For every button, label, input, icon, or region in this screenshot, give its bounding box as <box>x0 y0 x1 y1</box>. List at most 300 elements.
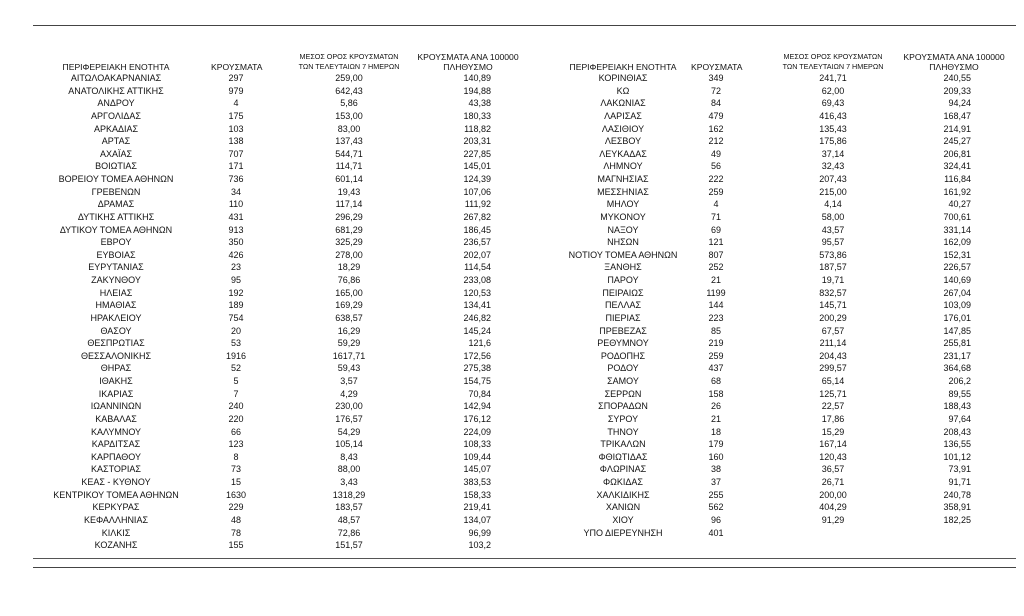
table-row <box>533 186 1016 199</box>
region-name-cell: ΔΥΤΙΚΗΣ ΑΤΤΙΚΗΣ <box>77 211 155 222</box>
weekly-average-cell: 135,43 <box>819 123 847 134</box>
cases-cell: 144 <box>708 300 724 311</box>
table-row <box>533 160 1016 173</box>
cases-cell: 8 <box>233 451 239 462</box>
cases-per-100k-cell: 231,17 <box>943 350 971 361</box>
cases-cell: 48 <box>230 514 241 525</box>
cases-cell: 4 <box>233 98 239 109</box>
cases-cell: 53 <box>230 338 241 349</box>
table-row <box>533 224 1016 237</box>
weekly-average-cell: 43,57 <box>821 224 845 235</box>
region-name-cell: ΚΟΖΑΝΗΣ <box>94 540 138 551</box>
cases-per-100k-cell: 140,89 <box>463 73 491 83</box>
table-row <box>33 375 529 388</box>
cases-cell: 259 <box>708 186 724 197</box>
cases-per-100k-cell: 219,41 <box>463 502 491 513</box>
table-row <box>33 501 529 514</box>
header-per-line2: ΠΛΗΘΥΣΜΟ <box>443 62 493 72</box>
region-name-cell: ΠΑΡΟΥ <box>607 275 639 285</box>
cases-per-100k-cell: 73,91 <box>948 464 971 475</box>
cases-per-100k-cell: 324,41 <box>943 161 971 172</box>
weekly-average-cell: 573,86 <box>819 249 847 260</box>
cases-cell: 426 <box>228 249 244 260</box>
region-name-cell: ΣΠΟΡΑΔΩΝ <box>598 401 648 412</box>
region-name-cell: ΛΑΣΙΘΙΟΥ <box>601 123 645 134</box>
cases-per-100k-cell: 94,24 <box>948 98 971 109</box>
cases-per-100k-cell: 96,99 <box>468 527 491 538</box>
table-row <box>533 123 1016 136</box>
weekly-average-cell: 176,57 <box>335 413 363 424</box>
table-row <box>33 489 529 502</box>
weekly-average-cell: 65,14 <box>821 376 845 386</box>
cases-per-100k-cell: 103,09 <box>943 300 971 311</box>
cases-cell: 431 <box>228 211 244 222</box>
cases-cell: 255 <box>708 489 724 500</box>
cases-per-100k-cell: 40,27 <box>948 199 971 210</box>
cases-per-100k-cell: 101,12 <box>943 451 971 462</box>
weekly-average-cell: 200,29 <box>819 312 847 323</box>
cases-cell: 155 <box>228 540 244 551</box>
cases-cell: 913 <box>228 224 244 235</box>
cases-cell: 37 <box>710 477 721 487</box>
region-name-cell: ΛΕΥΚΑΔΑΣ <box>599 148 647 159</box>
cases-per-100k-cell: 124,39 <box>463 174 491 184</box>
table-row <box>33 388 529 401</box>
weekly-average-cell: 19,71 <box>821 275 845 285</box>
header-weekly-average <box>283 52 415 72</box>
weekly-average-cell: 296,29 <box>335 211 363 222</box>
region-name-cell: ΑΝΔΡΟΥ <box>97 98 135 109</box>
header-region: ΠΕΡΙΦΕΡΕΙΑΚΗ ΕΝΟΤΗΤΑ <box>62 62 170 72</box>
cases-cell: 23 <box>230 262 241 273</box>
weekly-average-cell: 175,86 <box>819 136 847 147</box>
bottom-rule <box>33 558 1016 559</box>
region-name-cell: ΧΑΛΚΙΔΙΚΗΣ <box>596 489 650 500</box>
cases-per-100k-cell: 103,2 <box>468 540 491 551</box>
cases-per-100k-cell: 111,92 <box>464 199 491 210</box>
cases-per-100k-cell: 89,55 <box>948 388 971 399</box>
table-row <box>533 400 1016 413</box>
table-row <box>33 400 529 413</box>
table-body-left <box>33 72 529 552</box>
region-name-cell: ΚΑΛΥΜΝΟΥ <box>90 426 142 437</box>
weekly-average-cell: 72,86 <box>337 527 361 538</box>
weekly-average-cell: 169,29 <box>335 300 363 311</box>
table-row <box>33 148 529 161</box>
weekly-average-cell: 17,86 <box>821 413 845 424</box>
cases-cell: 78 <box>230 527 241 538</box>
table-row <box>533 312 1016 325</box>
table-row <box>33 299 529 312</box>
weekly-average-cell: 151,57 <box>335 540 363 551</box>
region-name-cell: ΧΑΝΙΩΝ <box>605 502 641 513</box>
cases-cell: 138 <box>228 136 244 147</box>
cases-cell: 240 <box>228 401 244 412</box>
cases-cell: 72 <box>710 85 721 96</box>
cases-per-100k-cell: 186,45 <box>463 224 491 235</box>
cases-cell: 171 <box>228 161 244 172</box>
cases-cell: 807 <box>708 249 724 260</box>
weekly-average-cell: 4,14 <box>824 199 842 210</box>
table-row <box>33 527 529 540</box>
region-name-cell: ΘΕΣΣΑΛΟΝΙΚΗΣ <box>80 350 152 361</box>
weekly-average-cell: 4,29 <box>340 388 358 399</box>
table-row <box>533 135 1016 148</box>
table-row <box>533 451 1016 464</box>
cases-per-100k-cell: 180,33 <box>463 110 491 121</box>
cases-cell: 18 <box>710 426 721 437</box>
cases-cell: 350 <box>228 237 244 248</box>
cases-cell: 85 <box>710 325 721 336</box>
region-name-cell: ΚΟΡΙΝΘΙΑΣ <box>598 73 648 83</box>
cases-cell: 754 <box>228 312 244 323</box>
table-row <box>533 362 1016 375</box>
table-row <box>533 426 1016 439</box>
table-row <box>533 236 1016 249</box>
header-per-line1: ΚΡΟΥΣΜΑΤΑ ΑΝΑ 100000 <box>417 52 519 62</box>
cases-per-100k-cell: 162,09 <box>943 237 971 248</box>
cases-per-100k-cell: 161,92 <box>943 186 971 197</box>
table-row <box>33 337 529 350</box>
table-row <box>33 261 529 274</box>
cases-cell: 121 <box>708 237 724 248</box>
region-name-cell: ΝΗΣΩΝ <box>607 237 639 248</box>
region-name-cell: ΚΕΑΣ - ΚΥΘΝΟΥ <box>81 477 151 487</box>
cases-cell: 229 <box>228 502 244 513</box>
table-row <box>533 476 1016 489</box>
table-row <box>33 350 529 363</box>
table-row <box>533 198 1016 211</box>
cases-cell: 349 <box>708 73 724 83</box>
region-name-cell: ΒΟΡΕΙΟΥ ΤΟΜΕΑ ΑΘΗΝΩΝ <box>58 174 174 184</box>
cases-cell: 212 <box>708 136 724 147</box>
cases-per-100k-cell: 245,27 <box>943 136 971 147</box>
cases-per-100k-cell: 136,55 <box>943 439 971 450</box>
region-name-cell: ΣΕΡΡΩΝ <box>604 388 642 399</box>
cases-per-100k-cell: 194,88 <box>463 85 491 96</box>
weekly-average-cell: 1617,71 <box>332 350 366 361</box>
table-row <box>33 173 529 186</box>
cases-per-100k-cell: 182,25 <box>943 514 971 525</box>
region-name-cell: ΝΟΤΙΟΥ ΤΟΜΕΑ ΑΘΗΝΩΝ <box>568 249 678 260</box>
weekly-average-cell: 59,29 <box>337 338 361 349</box>
region-name-cell: ΙΩΑΝΝΙΝΩΝ <box>90 401 142 412</box>
region-name-cell: ΣΥΡΟΥ <box>607 413 639 424</box>
cases-cell: 437 <box>708 363 724 374</box>
cases-cell: 189 <box>228 300 244 311</box>
cases-cell: 1199 <box>706 287 726 298</box>
region-name-cell: ΘΗΡΑΣ <box>100 363 132 374</box>
cases-per-100k-cell: 109,44 <box>463 451 491 462</box>
weekly-average-cell: 15,29 <box>821 426 845 437</box>
weekly-average-cell: 16,29 <box>337 325 361 336</box>
region-name-cell: ΛΑΚΩΝΙΑΣ <box>600 98 646 109</box>
table-row <box>533 514 1016 527</box>
table-row <box>33 135 529 148</box>
cases-per-100k-cell: 142,94 <box>463 401 491 412</box>
weekly-average-cell: 642,43 <box>335 85 363 96</box>
cases-cell: 179 <box>708 439 724 450</box>
table-row <box>33 325 529 338</box>
cases-cell: 479 <box>708 110 724 121</box>
cases-per-100k-cell: 233,08 <box>463 275 491 285</box>
weekly-average-cell: 117,14 <box>335 199 363 210</box>
cases-per-100k-cell: 267,04 <box>943 287 971 298</box>
cases-cell: 15 <box>230 477 241 487</box>
table-row <box>33 274 529 287</box>
weekly-average-cell: 62,00 <box>821 85 845 96</box>
cases-cell: 160 <box>708 451 724 462</box>
cases-cell: 401 <box>708 527 724 538</box>
cases-per-100k-cell: 158,33 <box>463 489 491 500</box>
header-per-line2: ΠΛΗΘΥΣΜΟ <box>929 62 979 72</box>
weekly-average-cell: 137,43 <box>335 136 363 147</box>
region-name-cell: ΚΑΒΑΛΑΣ <box>95 413 137 424</box>
weekly-average-cell: 167,14 <box>819 439 847 450</box>
table-row <box>33 85 529 98</box>
region-name-cell: ΖΑΚΥΝΘΟΥ <box>91 275 141 285</box>
cases-cell: 69 <box>710 224 721 235</box>
weekly-average-cell: 832,57 <box>819 287 847 298</box>
cases-per-100k-cell: 116,84 <box>944 174 971 184</box>
cases-per-100k-cell: 176,01 <box>943 312 971 323</box>
weekly-average-cell: 681,29 <box>335 224 363 235</box>
weekly-average-cell: 5,86 <box>340 98 358 109</box>
cases-per-100k-cell: 202,07 <box>463 249 491 260</box>
table-row <box>533 261 1016 274</box>
table-row <box>533 375 1016 388</box>
weekly-average-cell: 69,43 <box>821 98 845 109</box>
table-row <box>33 72 529 85</box>
region-name-cell: ΗΛΕΙΑΣ <box>99 287 133 298</box>
table-row <box>33 438 529 451</box>
region-name-cell: ΚΕΝΤΡΙΚΟΥ ΤΟΜΕΑ ΑΘΗΝΩΝ <box>53 489 179 500</box>
weekly-average-cell: 22,57 <box>821 401 845 412</box>
weekly-average-cell: 114,71 <box>335 161 363 172</box>
weekly-average-cell: 200,00 <box>819 489 847 500</box>
cases-cell: 84 <box>710 98 721 109</box>
table-row <box>33 287 529 300</box>
weekly-average-cell: 19,43 <box>337 186 361 197</box>
header-avg-line2: ΤΩΝ ΤΕΛΕΥΤΑΙΩΝ 7 ΗΜΕΡΩΝ <box>782 62 884 71</box>
region-name-cell: ΑΧΑΪΑΣ <box>99 148 133 159</box>
weekly-average-cell: 416,43 <box>819 110 847 121</box>
table-row <box>33 463 529 476</box>
region-name-cell: ΑΡΤΑΣ <box>101 136 131 147</box>
table-row <box>533 527 1016 540</box>
cases-cell: 979 <box>228 85 244 96</box>
cases-per-100k-cell: 97,64 <box>948 413 971 424</box>
cases-cell: 73 <box>230 464 241 475</box>
cases-cell: 5 <box>233 376 239 386</box>
region-name-cell: ΝΑΞΟΥ <box>607 224 639 235</box>
cases-per-100k-cell: 118,82 <box>464 123 491 134</box>
table-row <box>33 211 529 224</box>
table-row <box>33 97 529 110</box>
bottom-rule-double <box>33 567 1016 568</box>
weekly-average-cell: 91,29 <box>821 514 845 525</box>
table-row <box>533 325 1016 338</box>
region-name-cell: ΚΕΦΑΛΛΗΝΙΑΣ <box>83 514 149 525</box>
cases-per-100k-cell: 91,71 <box>948 477 971 487</box>
table-header-right <box>533 44 1016 72</box>
table-left-half <box>33 44 529 552</box>
weekly-average-cell: 325,29 <box>335 237 363 248</box>
header-avg-line1: ΜΕΣΟΣ ΟΡΟΣ ΚΡΟΥΣΜΑΤΩΝ <box>783 52 883 61</box>
cases-per-100k-cell: 134,07 <box>463 514 491 525</box>
cases-per-100k-cell: 176,12 <box>463 413 491 424</box>
region-name-cell: ΦΩΚΙΔΑΣ <box>603 477 643 487</box>
weekly-average-cell: 37,14 <box>821 148 845 159</box>
table-row <box>533 489 1016 502</box>
table-row <box>533 388 1016 401</box>
cases-cell: 21 <box>710 413 721 424</box>
weekly-average-cell: 241,71 <box>819 73 847 83</box>
cases-per-100k-cell: 364,68 <box>943 363 971 374</box>
region-name-cell: ΡΕΘΥΜΝΟΥ <box>597 338 649 349</box>
region-name-cell: ΘΑΣΟΥ <box>100 325 132 336</box>
region-name-cell: ΑΝΑΤΟΛΙΚΗΣ ΑΤΤΙΚΗΣ <box>68 85 164 96</box>
region-name-cell: ΧΙΟΥ <box>612 514 634 525</box>
table-row <box>33 362 529 375</box>
table-header-left <box>33 44 529 72</box>
region-name-cell: ΛΑΡΙΣΑΣ <box>604 110 642 121</box>
cases-cell: 7 <box>233 388 239 399</box>
cases-per-100k-cell: 214,91 <box>943 123 971 134</box>
weekly-average-cell: 8,43 <box>340 451 358 462</box>
table-row <box>533 501 1016 514</box>
table-row <box>533 413 1016 426</box>
weekly-average-cell: 105,14 <box>335 439 363 450</box>
cases-per-100k-cell: 275,38 <box>463 363 491 374</box>
cases-per-100k-cell: 121,6 <box>468 338 491 349</box>
cases-cell: 103 <box>228 123 244 134</box>
table-row <box>33 249 529 262</box>
table-row <box>533 211 1016 224</box>
region-name-cell: ΠΕΙΡΑΙΩΣ <box>602 287 644 298</box>
region-name-cell: ΡΟΔΟΥ <box>607 363 639 374</box>
weekly-average-cell: 48,57 <box>337 514 361 525</box>
table-row <box>33 451 529 464</box>
cases-cell: 56 <box>710 161 721 172</box>
table-row <box>533 463 1016 476</box>
table-row <box>33 476 529 489</box>
weekly-average-cell: 204,43 <box>819 350 847 361</box>
table-row <box>533 72 1016 85</box>
table-row <box>33 198 529 211</box>
region-name-cell: ΦΛΩΡΙΝΑΣ <box>599 464 647 475</box>
region-name-cell: ΑΙΤΩΛΟΑΚΑΡΝΑΝΙΑΣ <box>70 73 162 83</box>
table-row <box>533 438 1016 451</box>
region-name-cell: ΒΟΙΩΤΙΑΣ <box>95 161 137 172</box>
table-row <box>533 173 1016 186</box>
table-row <box>33 539 529 552</box>
table-row <box>533 350 1016 363</box>
cases-cell: 49 <box>710 148 721 159</box>
header-avg-line2: ΤΩΝ ΤΕΛΕΥΤΑΙΩΝ 7 ΗΜΕΡΩΝ <box>298 62 400 71</box>
weekly-average-cell: 259,00 <box>335 73 363 83</box>
cases-cell: 4 <box>713 199 719 210</box>
cases-per-100k-cell: 168,47 <box>943 110 971 121</box>
weekly-average-cell: 601,14 <box>335 174 363 184</box>
cases-per-100k-cell: 43,38 <box>468 98 491 109</box>
weekly-average-cell: 187,57 <box>819 262 847 273</box>
cases-per-100k-cell: 152,31 <box>943 249 971 260</box>
table-row <box>33 514 529 527</box>
region-name-cell: ΙΘΑΚΗΣ <box>99 376 133 386</box>
weekly-average-cell: 36,57 <box>821 464 845 475</box>
cases-cell: 736 <box>228 174 244 184</box>
table-row <box>533 148 1016 161</box>
header-weekly-average <box>769 52 897 72</box>
cases-cell: 252 <box>708 262 724 273</box>
cases-per-100k-cell: 134,41 <box>463 300 491 311</box>
region-name-cell: ΞΑΝΘΗΣ <box>604 262 642 273</box>
region-name-cell: ΑΡΚΑΔΙΑΣ <box>93 123 139 134</box>
cases-per-100k-cell: 140,69 <box>943 275 971 285</box>
table-row <box>33 426 529 439</box>
table-row <box>33 413 529 426</box>
cases-per-100k-cell: 188,43 <box>943 401 971 412</box>
weekly-average-cell: 83,00 <box>337 123 361 134</box>
weekly-average-cell: 299,57 <box>819 363 847 374</box>
cases-per-100k-cell: 145,24 <box>463 325 491 336</box>
header-region: ΠΕΡΙΦΕΡΕΙΑΚΗ ΕΝΟΤΗΤΑ <box>569 62 677 72</box>
cases-per-100k-cell: 224,09 <box>463 426 491 437</box>
region-name-cell: ΜΥΚΟΝΟΥ <box>600 211 646 222</box>
table-row <box>533 299 1016 312</box>
cases-per-100k-cell: 107,06 <box>463 186 491 197</box>
table-row <box>33 224 529 237</box>
header-cases-per-100k <box>893 52 1015 72</box>
region-name-cell: ΥΠΟ ΔΙΕΡΕΥΝΗΣΗ <box>583 527 663 538</box>
cases-cell: 222 <box>708 174 724 184</box>
cases-per-100k-cell: 209,33 <box>943 85 971 96</box>
cases-per-100k-cell: 226,57 <box>943 262 971 273</box>
cases-cell: 707 <box>228 148 244 159</box>
cases-cell: 66 <box>230 426 241 437</box>
cases-per-100k-cell: 358,91 <box>943 502 971 513</box>
header-cases: ΚΡΟΥΣΜΑΤΑ <box>691 62 743 72</box>
region-name-cell: ΜΗΛΟΥ <box>606 199 640 210</box>
cases-cell: 297 <box>228 73 244 83</box>
cases-cell: 123 <box>228 439 244 450</box>
weekly-average-cell: 76,86 <box>337 275 361 285</box>
cases-cell: 68 <box>710 376 721 386</box>
region-name-cell: ΚΩ <box>616 85 630 96</box>
cases-cell: 110 <box>228 199 244 210</box>
weekly-average-cell: 3,57 <box>340 376 358 386</box>
header-avg-line1: ΜΕΣΟΣ ΟΡΟΣ ΚΡΟΥΣΜΑΤΩΝ <box>299 52 399 61</box>
weekly-average-cell: 67,57 <box>821 325 845 336</box>
cases-per-100k-cell: 206,81 <box>943 148 971 159</box>
header-cases: ΚΡΟΥΣΜΑΤΑ <box>211 62 263 72</box>
cases-per-100k-cell: 240,78 <box>943 489 971 500</box>
cases-cell: 21 <box>710 275 721 285</box>
table-row <box>33 236 529 249</box>
cases-per-100k-cell: 70,84 <box>468 388 491 399</box>
cases-cell: 96 <box>710 514 721 525</box>
header-cases-per-100k <box>409 52 527 72</box>
region-name-cell: ΚΑΡΠΑΘΟΥ <box>90 451 142 462</box>
cases-per-100k-cell: 172,56 <box>463 350 491 361</box>
region-name-cell: ΚΑΡΔΙΤΣΑΣ <box>91 439 141 450</box>
weekly-average-cell: 183,57 <box>335 502 363 513</box>
region-name-cell: ΓΡΕΒΕΝΩΝ <box>91 186 141 197</box>
cases-cell: 1630 <box>225 489 247 500</box>
cases-per-100k-cell: 267,82 <box>463 211 491 222</box>
region-name-cell: ΦΘΙΩΤΙΔΑΣ <box>598 451 648 462</box>
